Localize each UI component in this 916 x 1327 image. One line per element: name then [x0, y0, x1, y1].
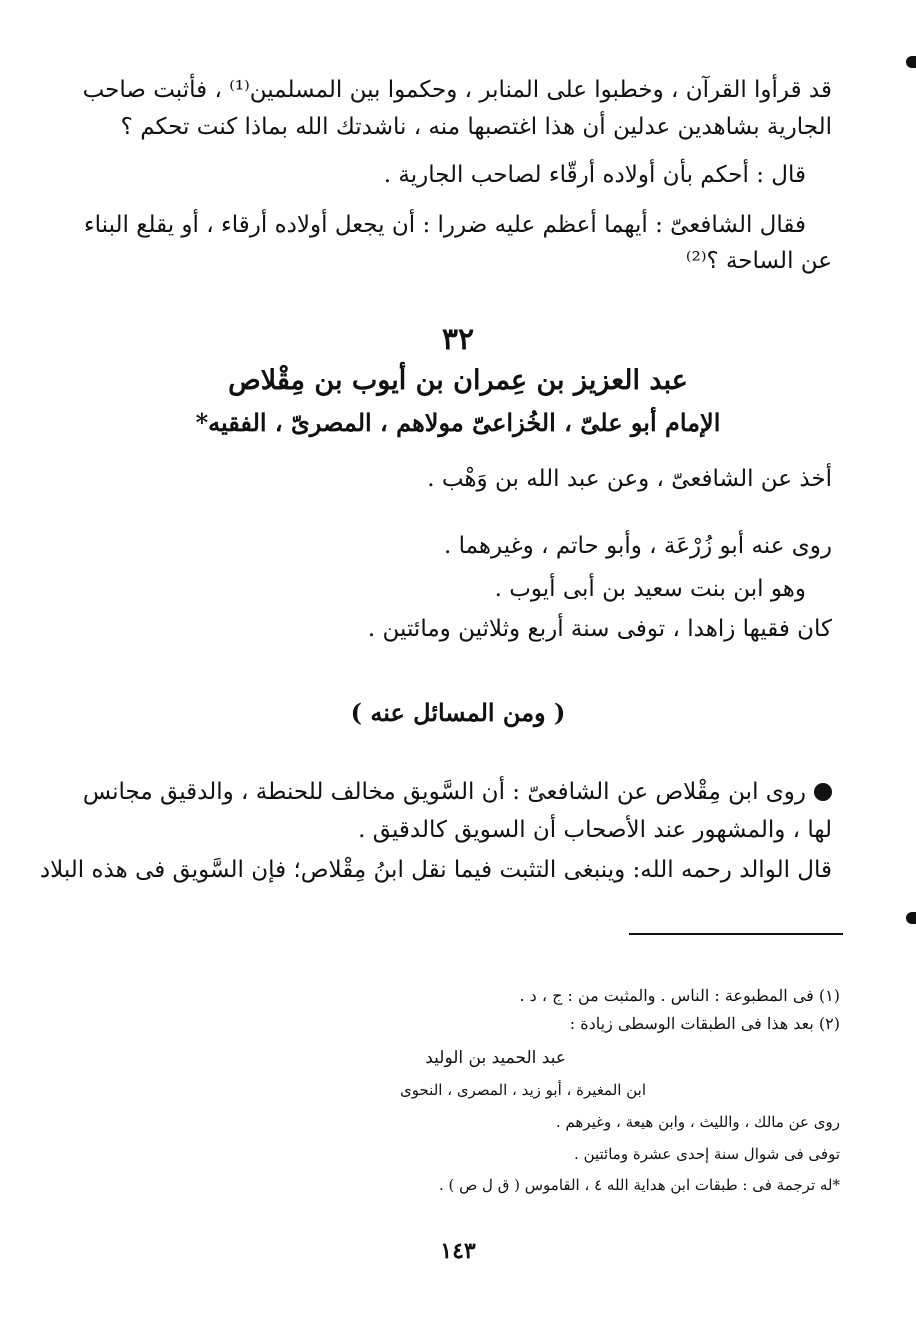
- footnote-added-name: عبد الحميد بن الوليد: [425, 1048, 566, 1068]
- footnote-added-sub: ابن المغيرة ، أبو زيد ، المصرى ، النحوى: [400, 1081, 646, 1099]
- text-line: وهو ابن بنت سعيد بن أبى أيوب .: [494, 576, 806, 602]
- page-number: ١٤٣: [440, 1238, 476, 1264]
- footnote-2: (٢) بعد هذا فى الطبقات الوسطى زيادة :: [569, 1014, 840, 1033]
- text-line: قال الوالد رحمه الله: وينبغى التثبت فيما نقل ابنُ مِقْلاص؛ فإن السَّويق فى هذه البلاد: [39, 857, 832, 883]
- text-line: قال : أحكم بأن أولاده أرقّاء لصاحب الجارية .: [383, 162, 806, 188]
- footnote-added-line: روى عن مالك ، والليث ، وابن هيعة ، وغيرهم .: [555, 1113, 840, 1131]
- entry-subtitle: الإمام أبو علىّ ، الخُزاعىّ مولاهم ، المصرىّ ، الفقيه*: [195, 408, 721, 437]
- text-line: كان فقيها زاهدا ، توفى سنة أربع وثلاثين ومائتين .: [367, 616, 832, 642]
- text-line: روى عنه أبو زُرْعَة ، وأبو حاتم ، وغيرهما .: [443, 533, 832, 559]
- footnote-divider: [629, 933, 843, 935]
- entry-number: ٣٢: [441, 322, 475, 357]
- footnote-1: (١) فى المطبوعة : الناس . والمثبت من : ج ، د .: [519, 986, 840, 1005]
- footnote-star-note: *له ترجمة فى : طبقات ابن هداية الله ٤ ، القاموس ( ق ل ص ) .: [438, 1176, 840, 1194]
- bullet-icon: [814, 783, 832, 801]
- text-line-with-bullet: [83, 775, 832, 809]
- scan-edge-mark: [906, 56, 916, 68]
- entry-title: عبد العزيز بن عِمران بن أيوب بن مِقْلاص: [228, 365, 688, 396]
- text-span: روى ابن مِقْلاص عن الشافعىّ : أن السَّويق مخالف للحنطة ، والدقيق مجانس: [82, 779, 806, 805]
- section-heading: ( ومن المسائل عنه ): [350, 698, 566, 727]
- text-line: لها ، والمشهور عند الأصحاب أن السويق كالدقيق .: [358, 817, 832, 843]
- text-line: الجارية بشاهدين عدلين أن هذا اغتصبها منه ، ناشدتك الله بماذا كنت تحكم ؟: [120, 114, 832, 140]
- text-line: عن الساحة ؟⁽²⁾: [685, 248, 832, 274]
- text-line: فقال الشافعىّ : أيهما أعظم عليه ضررا : أن يجعل أولاده أرقاء ، أو يقلع البناء: [83, 212, 806, 238]
- footnote-added-line: توفى فى شوال سنة إحدى عشرة ومائتين .: [574, 1145, 840, 1163]
- scan-edge-mark: [906, 912, 916, 924]
- text-line: أخذ عن الشافعىّ ، وعن عبد الله بن وَهْب .: [427, 466, 832, 492]
- text-line: قد قرأوا القرآن ، وخطبوا على المنابر ، وحكموا بين المسلمين⁽¹⁾ ، فأثبت صاحب: [82, 77, 832, 103]
